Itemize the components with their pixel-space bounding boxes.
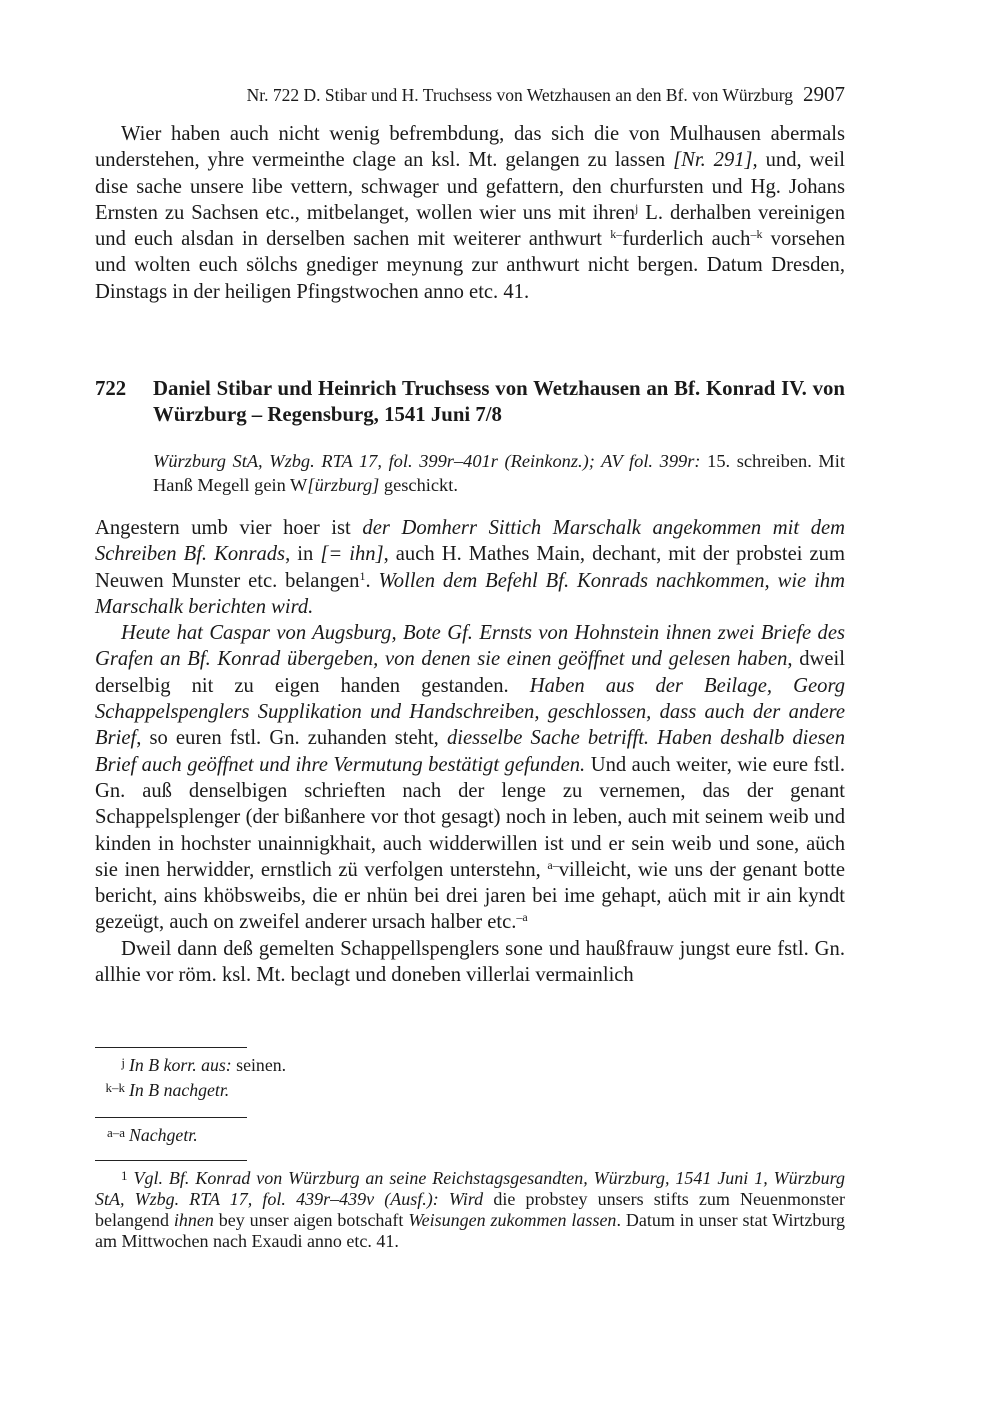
footnote-rule [95, 1047, 247, 1048]
letter-conclusion [95, 121, 845, 305]
paragraph: Wier haben auch nicht wenig befrembdung, das sich die von Mulhausen abermals understehen, yhre vermeinthe clage an ksl. Mt. gelangen zu lassen [Nr. 291], und, weil dise sache unsere libe vettern, schwager und gefattern, den churfursten und Hg. Johans Ernsten zu Sachsen etc., mitbelanget, wollen wier uns mit ihren$^j$ L. derhalben vereinigen und euch alsdan in derselben sachen mit weiterer anthwurt $^{k-}$furderlich auch$^{-k}$ vorsehen und wolten euch sölchs gnediger meynung zur anthwurt nicht bergen. Datum Dresden, Dinstags in der heiligen Pfingstwochen anno etc. 41. [95, 123, 845, 303]
running-header [95, 82, 845, 106]
footnote-mark: –a [516, 910, 528, 925]
paragraph: Heute hat Caspar von Augsburg, Bote Gf. Ernsts von Hohnstein ihnen zwei Briefe des Grafen an Bf. Konrad übergeben, von denen sie einen geöffnet und gelesen haben, dweil derselbig nit zu eigen handen gestanden. Haben aus der Beilage, Georg Schappelspenglers Supplikation und Handschreiben, geschlossen, dass auch der andere Brief, so euren fstl. Gn. zuhanden steht, diesselbe Sache betrifft. Haben deshalb diesen Brief auch geöffnet und ihre Vermutung bestätigt gefunden. Und auch weiter, wie eure fstl. Gn. auß denselbigen schrieften nach der lenge zu vernemen, das der genant Schappelsplenger (der bißanhere vor thot gesagt) noch in leben, auch mit seinem weib und kinden in hochster unainnigkhait, auch widderwillen ist und er sein weib und sone, aüch sie inen herwidder, ernstlich zü verfolgen unterstehn, $^{a-}$villeicht, wie uns der genant botte bericht, ains khöbsweibs, die er nhün bei drei jaren bei ime gehapt, aüch mit ir ain kyndt gezeügt, auch on zweifel anderer ursach halber etc.$^{-a}$ [95, 622, 845, 934]
page-number: 2907 [803, 82, 845, 106]
running-title: Nr. 722 D. Stibar und H. Truchsess von Wetzhausen an den Bf. von Würzburg [246, 85, 793, 105]
footnote-mark: 1 [359, 568, 366, 583]
footnote-mark: j [635, 200, 639, 215]
footnote-a: a–a Nachgetr. [106, 1125, 198, 1145]
entry-title: Daniel Stibar und Heinrich Truchsess von Wetzhausen an Bf. Konrad IV. von Würzburg – Regensburg, 1541 Juni 7/8 [153, 377, 845, 426]
footnote-j: j In B korr. aus: seinen. [121, 1055, 287, 1075]
footnote-mark: –k [750, 227, 763, 242]
entry-number: 722 [95, 377, 127, 400]
paragraph: Dweil dann deß gemelten Schappellspenglers sone und haußfrauw jungst eure fstl. Gn. allhie vor röm. ksl. Mt. beclagt und doneben villerlai vermainlich [95, 937, 845, 987]
footnote-mark: k– [610, 227, 623, 242]
footnote-mark: a– [547, 857, 559, 872]
footnote-k: k–k In B nachgetr. [105, 1080, 230, 1100]
source-note: Würzburg StA, Wzbg. RTA 17, fol. 399r–401r (Reinkonz.); AV fol. 399r: 15. schreiben. Mit Hanß Megell gein W[ürzburg] geschickt. [153, 451, 845, 495]
footnote-1: $^1$ Vgl. Bf. Konrad von Würzburg an seine Reichstagsgesandten, Würzburg, 1541 Juni 1, Würzburg StA, Wzbg. RTA 17, fol. 439r–439v (Ausf.): Wird die probstey unsers stifts zum Neuenmonster belangend ihnen bey unser aigen botschaft Weisungen zukommen lassen. Datum in unser stat Wirtzburg am Mittwochen nach Exaudi anno etc. 41. [95, 1168, 846, 1251]
paragraph: Angestern umb vier hoer ist der Domherr Sittich Marschalk angekommen mit dem Schreiben Bf. Konrads, in [= ihn], auch H. Mathes Main, dechant, mit der probstei zum Neuwen Munster etc. belangen$^1$. Wollen dem Befehl Bf. Konrads nachkommen, wie ihm Marschalk berichten wird. [95, 517, 845, 618]
footnote-rule [95, 1117, 247, 1118]
footnote-rule [95, 1160, 247, 1161]
letter-body [95, 515, 845, 988]
